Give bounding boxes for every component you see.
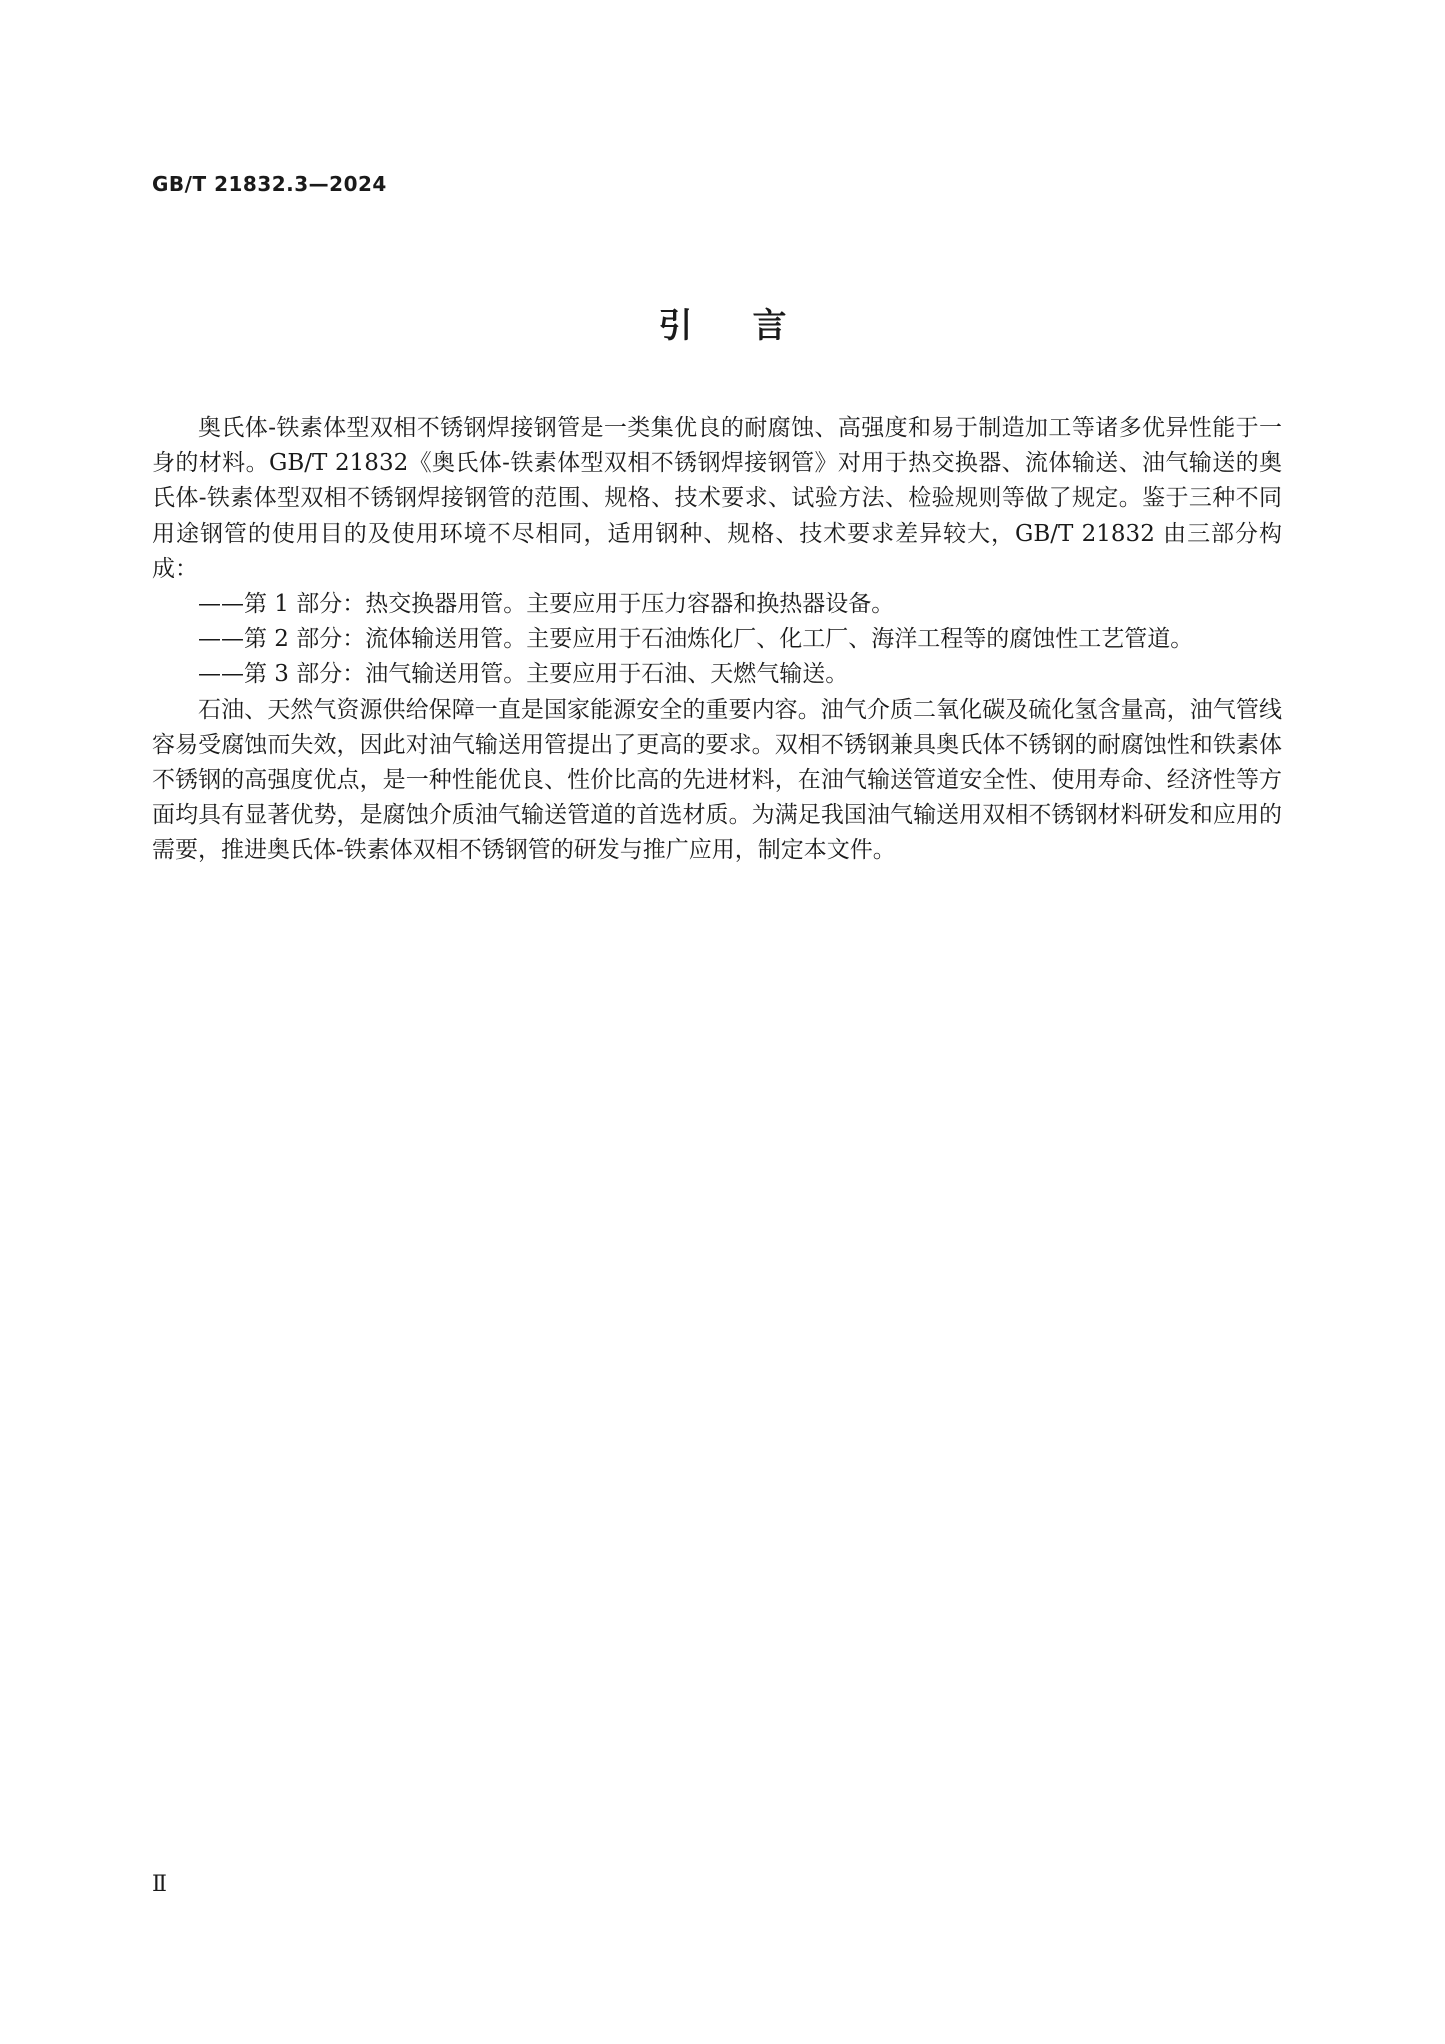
page-title: 引言	[658, 306, 847, 346]
standard-code: GB/T 21832.3—2024	[152, 172, 387, 196]
intro-paragraph: 奥氏体-铁素体型双相不锈钢焊接钢管是一类集优良的耐腐蚀、高强度和易于制造加工等诸多优异性能于一身的材料。GB/T 21832《奥氏体-铁素体型双相不锈钢焊接钢管》对用于热交换器、流体输送、油气输送的奥氏体-铁素体型双相不锈钢焊接钢管的范围、规格、技术要求、试验方法、检验规则等做了规定。鉴于三种不同用途钢管的使用目的及使用环境不尽相同，适用钢种、规格、技术要求差异较大，GB/T 21832 由三部分构成：	[152, 415, 1282, 582]
list-item-part-1: ——第 1 部分：热交换器用管。主要应用于压力容器和换热器设备。	[198, 591, 895, 618]
page-number: Ⅱ	[152, 1872, 167, 1897]
body-text	[152, 411, 1282, 869]
list-item-part-3: ——第 3 部分：油气输送用管。主要应用于石油、天燃气输送。	[198, 661, 849, 688]
list-item-part-2: ——第 2 部分：流体输送用管。主要应用于石油炼化厂、化工厂、海洋工程等的腐蚀性工艺管道。	[198, 626, 1194, 653]
closing-paragraph: 石油、天然气资源供给保障一直是国家能源安全的重要内容。油气介质二氧化碳及硫化氢含量高，油气管线容易受腐蚀而失效，因此对油气输送用管提出了更高的要求。双相不锈钢兼具奥氏体不锈钢的耐腐蚀性和铁素体不锈钢的高强度优点，是一种性能优良、性价比高的先进材料，在油气输送管道安全性、使用寿命、经济性等方面均具有显著优势，是腐蚀介质油气输送管道的首选材质。为满足我国油气输送用双相不锈钢材料研发和应用的需要，推进奥氏体-铁素体双相不锈钢管的研发与推广应用，制定本文件。	[152, 696, 1282, 864]
